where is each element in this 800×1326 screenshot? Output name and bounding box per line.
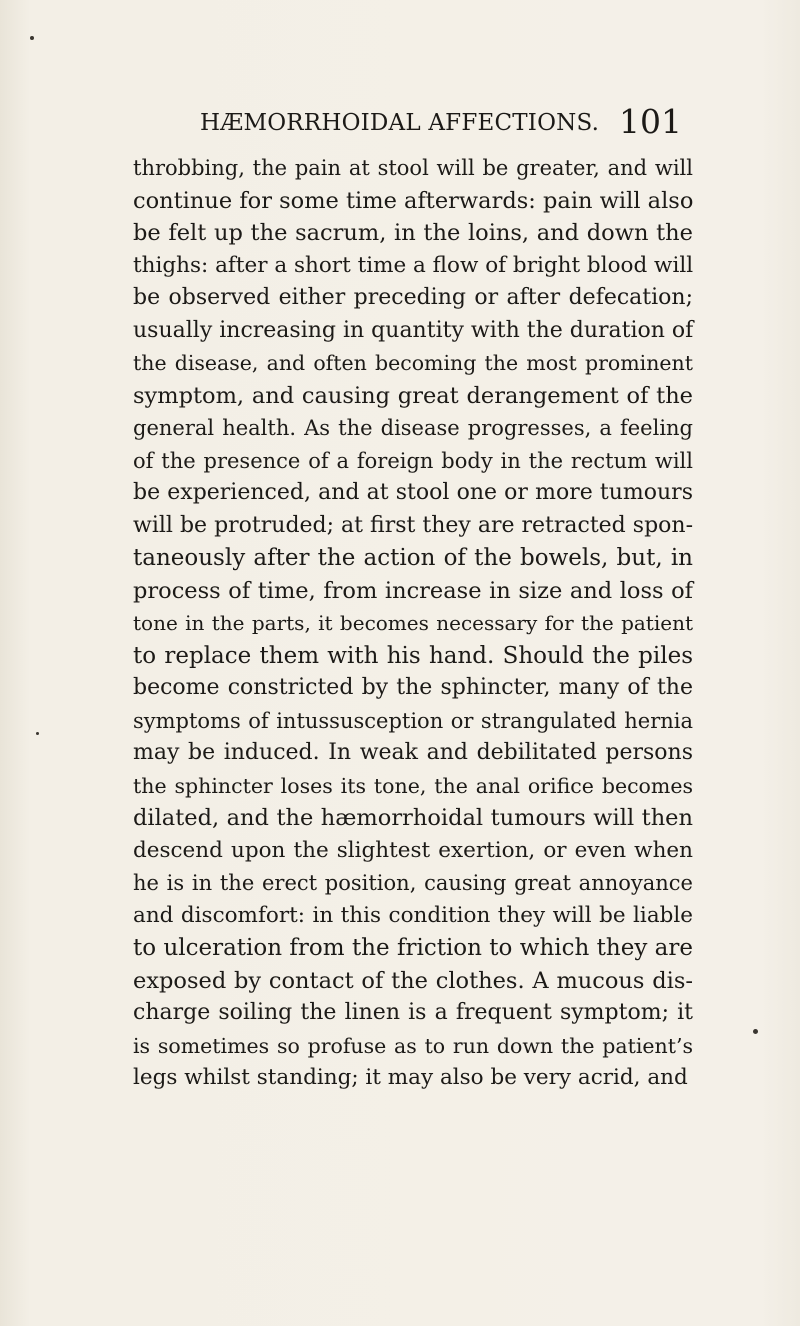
chapter-title: HÆMORRHOIDAL AFFECTIONS. [200, 110, 600, 136]
text-line: tone in the parts, it becomes necessary for the patient [133, 611, 693, 635]
page-speck [30, 36, 34, 40]
text-line: be experienced, and at stool one or more tumours [133, 480, 693, 505]
text-line: and discomfort: in this condition they will be liable [133, 902, 693, 928]
text-line: symptoms of intussusception or strangulated hernia [133, 708, 693, 733]
text-line: will be protruded; at first they are retracted spon- [133, 512, 693, 538]
page-speck [753, 1029, 758, 1034]
text-line: become constricted by the sphincter, many of the [133, 675, 693, 700]
text-line: symptom, and causing great derangement of the [133, 382, 693, 409]
text-line: process of time, from increase in size and loss of [133, 577, 693, 604]
text-line: charge soiling the linen is a frequent symptom; it [133, 1000, 693, 1025]
text-line: to ulceration from the friction to which they are [133, 935, 693, 961]
text-line: legs whilst standing; it may also be very acrid, and [133, 1065, 688, 1090]
text-line: the sphincter loses its tone, the anal orifice becomes [133, 773, 693, 798]
text-line: may be induced. In weak and debilitated persons [133, 740, 693, 765]
text-line: be felt up the sacrum, in the loins, and down the [133, 220, 693, 246]
text-line: thighs: after a short time a flow of bright blood will [133, 252, 694, 278]
page-speck [36, 732, 39, 735]
text-line: descend upon the slightest exertion, or even when [133, 837, 693, 863]
text-line: he is in the erect position, causing great annoyance [133, 871, 693, 895]
text-line: dilated, and the hæmorrhoidal tumours will then [133, 805, 693, 831]
text-line: is sometimes so profuse as to run down the patient’s [133, 1033, 693, 1058]
body-paragraph [133, 152, 693, 1095]
text-line: exposed by contact of the clothes. A mucous dis- [133, 967, 693, 994]
text-line: be observed either preceding or after defecation; [133, 285, 693, 310]
text-line: of the presence of a foreign body in the rectum will [133, 448, 693, 473]
text-line: usually increasing in quantity with the duration of [133, 317, 694, 343]
text-line: taneously after the action of the bowels, but, in [133, 545, 693, 571]
text-line: throbbing, the pain at stool will be greater, and will [133, 156, 693, 180]
text-line: continue for some time afterwards: pain will also [133, 187, 694, 214]
text-line: to replace them with his hand. Should the piles [133, 642, 693, 669]
running-head [200, 102, 690, 146]
page-number: 101 [619, 102, 682, 141]
text-line: general health. As the disease progresses, a feeling [133, 416, 693, 440]
text-line: the disease, and often becoming the most prominent [133, 351, 693, 375]
